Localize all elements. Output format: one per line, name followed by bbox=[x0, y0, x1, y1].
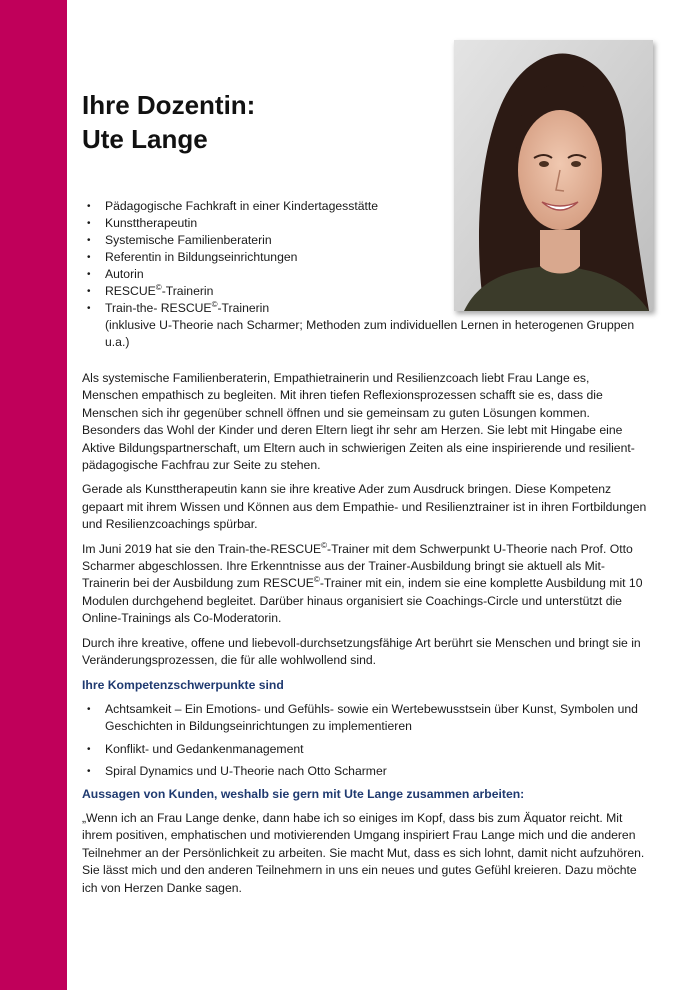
bio-paragraph-4: Durch ihre kreative, offene und liebevoll-durchsetzungsfähige Art berührt sie Menschen und bringt sie in Veränderungsprozessen, die für alle wohlwollend sind. bbox=[82, 635, 641, 668]
title-line-1: Ihre Dozentin: bbox=[82, 90, 256, 120]
rescue-note: (inklusive U-Theorie nach Scharmer; Methoden zum individuellen Lernen in heterogenen Gruppen u.a.) bbox=[105, 318, 635, 349]
list-item-rescue-trainer: • RESCUE©-Trainerin bbox=[82, 283, 642, 300]
side-accent-bar bbox=[0, 0, 67, 990]
list-item: • Systemische Familienberaterin bbox=[82, 232, 642, 249]
title-line-2: Ute Lange bbox=[82, 124, 208, 154]
list-item: • Achtsamkeit – Ein Emotions- und Gefühls- sowie ein Wertebewusstsein über Kunst, Symbolen und Geschichten in Bildungseinrichtungen zu implementieren bbox=[82, 701, 647, 736]
competencies-list bbox=[82, 701, 647, 781]
bio-paragraph-3: Im Juni 2019 hat sie den Train-the-RESCUE©-Trainer mit dem Schwerpunkt U-Theorie nach Prof. Otto Scharmer abgeschlossen. Ihre Erkenntnisse aus der Trainer-Ausbildung bringt sie aktuell als Mit-Trainerin bei der Ausbildung zum RESCUE©-Trainer mit ein, indem sie eine komplette Ausbildung mit 10 Modulen durchgehend begleitet. Darüber hinaus organisiert sie Coachings-Circle und unterstützt die Online-Trainings als Co-Moderatorin. bbox=[82, 540, 643, 626]
testimonial-heading: Aussagen von Kunden, weshalb sie gern mit Ute Lange zusammen arbeiten: bbox=[82, 786, 525, 801]
list-item-train-the-rescue: • Train-the- RESCUE©-Trainerin (inklusive U-Theorie nach Scharmer; Methoden zum individuellen Lernen in heterogenen Gruppen u.a.) bbox=[82, 300, 642, 351]
qualifications-list bbox=[82, 198, 642, 351]
page-title bbox=[82, 88, 255, 156]
list-item: • Kunsttherapeutin bbox=[82, 215, 642, 232]
bio-paragraph-2: Gerade als Kunsttherapeutin kann sie ihre kreative Ader zum Ausdruck bringen. Diese Kompetenz gepaart mit ihrem Wissen und Können aus dem Empathie- und Resilienztrainer ist in ihren Fortbildungen und Resilienzcoachings spürbar. bbox=[82, 482, 647, 532]
bio-paragraph-1: Als systemische Familienberaterin, Empathietrainerin und Resilienzcoach liebt Frau Lange es, Menschen empathisch zu begleiten. Mit ihren tiefen Reflexionsprozessen schafft sie es, dass die Menschen sich ihr gegenüber schnell öffnen und sie gemeinsam zu guten Lösungen kommen. Besonders das Wohl der Kinder und deren Eltern liegt ihr sehr am Herzen. Sie lebt mit Hingabe eine Aktive Bildungspartnerschaft, um Eltern auch in schwierigen Zeiten als eine inspirierende und resilient-pädagogische Fachfrau zur Seite zu stehen. bbox=[82, 371, 635, 473]
list-item: • Referentin in Bildungseinrichtungen bbox=[82, 249, 642, 266]
bio-content bbox=[82, 370, 647, 904]
list-item: • Spiral Dynamics und U-Theorie nach Otto Scharmer bbox=[82, 763, 647, 780]
list-item: • Pädagogische Fachkraft in einer Kindertagesstätte bbox=[82, 198, 642, 215]
testimonial-quote: „Wenn ich an Frau Lange denke, dann habe ich so einiges im Kopf, dass bis zum Äquator reicht. Mit ihrem positiven, emphatischen und motivierenden Umgang inspiriert Frau Lange mich und die anderen Teilnehmer an der Persönlichkeit zu arbeiten. Sie macht Mut, dass es sich lohnt, damit nicht aufzuhören. Sie lässt mich und den anderen Teilnehmern in uns ein neues und gutes Gefühl kreieren. Dazu möchte ich von Herzen Danke sagen. bbox=[82, 810, 645, 895]
competencies-heading: Ihre Kompetenzschwerpunkte sind bbox=[82, 677, 284, 692]
list-item: • Konflikt- und Gedankenmanagement bbox=[82, 741, 647, 758]
list-item: • Autorin bbox=[82, 266, 642, 283]
